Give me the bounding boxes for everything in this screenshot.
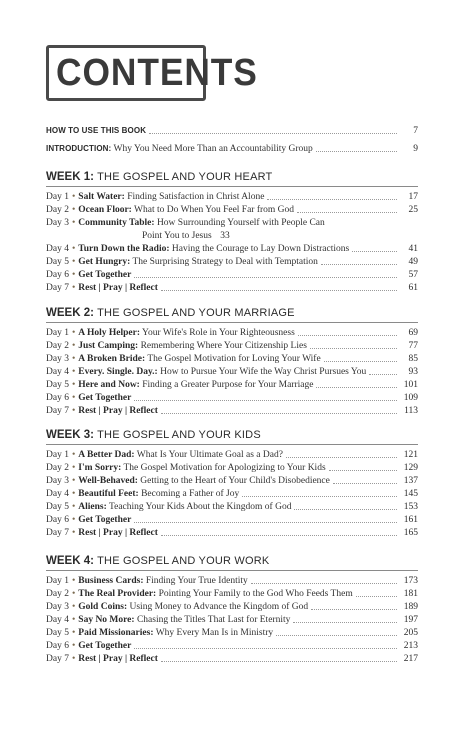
entry-subtitle: Using Money to Advance the Kingdom of God xyxy=(127,602,309,612)
bullet-icon: • xyxy=(71,393,76,403)
week-heading xyxy=(46,429,418,445)
toc-entry[interactable] xyxy=(46,243,418,255)
bullet-icon: • xyxy=(71,641,76,651)
entry-subtitle: Why Every Man Is in Ministry xyxy=(153,628,274,638)
entry-title: Just Camping: xyxy=(78,341,139,351)
bullet-icon: • xyxy=(71,489,76,499)
week-heading xyxy=(46,555,418,571)
bullet-icon: • xyxy=(71,367,76,377)
page-number: 137 xyxy=(403,476,418,486)
day-label: Day 7 xyxy=(46,283,69,293)
entry-title: Turn Down the Radio: xyxy=(78,244,170,254)
entry-label xyxy=(46,601,308,613)
entry-title: Beautiful Feet: xyxy=(78,489,139,499)
entry-label xyxy=(46,653,158,665)
entry-label xyxy=(46,475,330,487)
page-number: 153 xyxy=(403,502,418,512)
leader-dots xyxy=(298,335,397,336)
page-number: 69 xyxy=(408,328,418,338)
day-label: Day 4 xyxy=(46,244,69,254)
toc-entry[interactable] xyxy=(46,640,418,652)
entry-label xyxy=(46,588,353,600)
bullet-icon: • xyxy=(71,654,76,664)
page-number: 77 xyxy=(408,341,418,351)
entry-title: A Better Dad: xyxy=(78,450,135,460)
entry-title: Rest | Pray | Reflect xyxy=(78,283,158,293)
page-number: 113 xyxy=(404,406,418,416)
page-number: 57 xyxy=(408,270,418,280)
entry-title: Get Together xyxy=(78,515,132,525)
bullet-icon: • xyxy=(71,192,76,202)
bullet-icon: • xyxy=(71,354,76,364)
entry-title: Rest | Pray | Reflect xyxy=(78,406,158,416)
entry-label xyxy=(46,204,294,216)
leader-dots xyxy=(134,400,397,401)
toc-entry[interactable] xyxy=(46,514,418,526)
toc-entry[interactable] xyxy=(46,379,418,391)
day-label: Day 4 xyxy=(46,489,69,499)
day-label: Day 5 xyxy=(46,502,69,512)
leader-dots xyxy=(134,522,397,523)
leader-dots xyxy=(352,251,397,252)
page-number: 41 xyxy=(408,244,418,254)
entry-title: A Holy Helper: xyxy=(78,328,141,338)
leader-dots xyxy=(324,361,397,362)
page-number: 33 xyxy=(220,231,230,241)
bullet-icon: • xyxy=(71,244,76,254)
bullet-icon: • xyxy=(71,341,76,351)
toc-entry[interactable] xyxy=(46,601,418,613)
toc-entry[interactable] xyxy=(46,501,418,513)
leader-dots xyxy=(149,133,397,134)
day-label: Day 5 xyxy=(46,628,69,638)
bullet-icon: • xyxy=(71,218,76,228)
entry-subtitle: Teaching Your Kids About the Kingdom of God xyxy=(106,502,292,512)
leader-dots xyxy=(311,609,397,610)
entry-label xyxy=(46,282,158,294)
front-matter-entry[interactable] xyxy=(46,143,418,155)
front-matter-title: INTRODUCTION: xyxy=(46,144,112,153)
page-number: 189 xyxy=(403,602,418,612)
week-title: THE GOSPEL AND YOUR KIDS xyxy=(97,429,261,441)
page-number: 61 xyxy=(408,283,418,293)
entry-subtitle: What to Do When You Feel Far from God xyxy=(131,205,295,215)
page-number: 217 xyxy=(403,654,418,664)
bullet-icon: • xyxy=(71,283,76,293)
entry-title: Rest | Pray | Reflect xyxy=(78,654,158,664)
day-label: Day 1 xyxy=(46,328,69,338)
day-label: Day 6 xyxy=(46,515,69,525)
entry-label xyxy=(46,191,264,203)
entry-title: Salt Water: xyxy=(78,192,125,202)
page-number: 49 xyxy=(408,257,418,267)
entry-title: Get Together xyxy=(78,641,132,651)
leader-dots xyxy=(316,151,397,152)
bullet-icon: • xyxy=(71,476,76,486)
entry-title: Paid Missionaries: xyxy=(78,628,154,638)
bullet-icon: • xyxy=(71,576,76,586)
entry-title: Rest | Pray | Reflect xyxy=(78,528,158,538)
toc-entry[interactable] xyxy=(46,588,418,600)
leader-dots xyxy=(333,483,397,484)
leader-dots xyxy=(356,596,397,597)
entry-label xyxy=(46,501,291,513)
bullet-icon: • xyxy=(71,589,76,599)
page-number: 109 xyxy=(403,393,418,403)
page-number: 7 xyxy=(413,126,418,136)
entry-label xyxy=(46,640,131,652)
page-number: 145 xyxy=(403,489,418,499)
entry-label xyxy=(46,575,248,587)
week-number: WEEK 1: xyxy=(46,171,98,183)
day-label: Day 4 xyxy=(46,615,69,625)
entry-title: The Real Provider: xyxy=(78,589,157,599)
entry-title: Community Table: xyxy=(78,218,155,228)
day-label: Day 7 xyxy=(46,528,69,538)
front-matter-entry[interactable] xyxy=(46,125,418,137)
leader-dots xyxy=(329,470,397,471)
entry-label xyxy=(46,392,131,404)
toc-entry[interactable] xyxy=(46,282,418,294)
page-number: 181 xyxy=(403,589,418,599)
week-number: WEEK 4: xyxy=(46,555,98,567)
leader-dots xyxy=(242,496,397,497)
page-number: 129 xyxy=(403,463,418,473)
entry-subtitle: How to Pursue Your Wife the Way Christ Pursues You xyxy=(157,367,367,377)
page-number: 165 xyxy=(403,528,418,538)
day-label: Day 1 xyxy=(46,576,69,586)
toc-entry[interactable] xyxy=(46,627,418,639)
leader-dots xyxy=(286,457,397,458)
entry-label xyxy=(46,366,366,378)
week-heading xyxy=(46,171,418,187)
entry-label xyxy=(46,353,321,365)
entry-subtitle: Pointing Your Family to the God Who Feeds Them xyxy=(156,589,353,599)
entry-label xyxy=(46,449,283,461)
toc-entry[interactable] xyxy=(46,405,418,417)
entry-title: A Broken Bride: xyxy=(78,354,146,364)
bullet-icon: • xyxy=(71,450,76,460)
bullet-icon: • xyxy=(71,406,76,416)
toc-entry[interactable] xyxy=(46,191,418,203)
toc-entry[interactable] xyxy=(46,462,418,474)
entry-title: Well-Behaved: xyxy=(78,476,138,486)
entry-label xyxy=(46,527,158,539)
bullet-icon: • xyxy=(71,328,76,338)
entry-label xyxy=(46,462,326,474)
leader-dots xyxy=(316,387,397,388)
entry-title: Get Together xyxy=(78,270,132,280)
bullet-icon: • xyxy=(71,628,76,638)
day-label: Day 2 xyxy=(46,205,69,215)
bullet-icon: • xyxy=(71,515,76,525)
leader-dots xyxy=(134,648,397,649)
day-label: Day 1 xyxy=(46,192,69,202)
entry-label xyxy=(46,143,313,155)
bullet-icon: • xyxy=(71,205,76,215)
page-number: 85 xyxy=(408,354,418,364)
leader-dots xyxy=(321,264,397,265)
contents-title: CONTENTS xyxy=(56,52,258,94)
day-label: Day 4 xyxy=(46,367,69,377)
day-label: Day 2 xyxy=(46,463,69,473)
day-label: Day 3 xyxy=(46,476,69,486)
entry-subtitle: What Is Your Ultimate Goal as a Dad? xyxy=(134,450,283,460)
toc-entry[interactable] xyxy=(46,366,418,378)
day-label: Day 6 xyxy=(46,393,69,403)
week-number: WEEK 3: xyxy=(46,429,98,441)
entry-continuation xyxy=(46,230,418,242)
toc-entry[interactable] xyxy=(46,653,418,665)
bullet-icon: • xyxy=(71,463,76,473)
page-number: 25 xyxy=(408,205,418,215)
page-number: 205 xyxy=(403,628,418,638)
bullet-icon: • xyxy=(71,380,76,390)
toc-entry[interactable] xyxy=(46,614,418,626)
day-label: Day 7 xyxy=(46,654,69,664)
bullet-icon: • xyxy=(71,602,76,612)
entry-subtitle: Finding Satisfaction in Christ Alone xyxy=(124,192,265,202)
entry-label xyxy=(46,514,131,526)
entry-title: Gold Coins: xyxy=(78,602,128,612)
entry-label xyxy=(46,256,318,268)
bullet-icon: • xyxy=(71,270,76,280)
toc-entry[interactable] xyxy=(46,449,418,461)
leader-dots xyxy=(310,348,397,349)
toc-entry[interactable] xyxy=(46,327,418,339)
bullet-icon: • xyxy=(71,615,76,625)
day-label: Day 5 xyxy=(46,257,69,267)
day-label: Day 3 xyxy=(46,218,69,228)
week-title: THE GOSPEL AND YOUR MARRIAGE xyxy=(97,307,295,319)
page-number: 161 xyxy=(403,515,418,525)
entry-title: Say No More: xyxy=(78,615,135,625)
leader-dots xyxy=(276,635,397,636)
day-label: Day 6 xyxy=(46,641,69,651)
entry-label xyxy=(46,327,295,339)
page-number: 121 xyxy=(403,450,418,460)
entry-subtitle: Remembering Where Your Citizenship Lies xyxy=(138,341,307,351)
entry-subtitle: Becoming a Father of Joy xyxy=(138,489,240,499)
week-title: THE GOSPEL AND YOUR HEART xyxy=(97,171,273,183)
toc-entry[interactable] xyxy=(46,527,418,539)
leader-dots xyxy=(293,622,397,623)
entry-label xyxy=(46,217,325,229)
entry-label xyxy=(46,269,131,281)
entry-label xyxy=(46,405,158,417)
week-heading xyxy=(46,307,418,323)
day-label: Day 1 xyxy=(46,450,69,460)
entry-subtitle: Your Wife's Role in Your Righteousness xyxy=(140,328,295,338)
entry-label xyxy=(46,243,349,255)
leader-dots xyxy=(297,212,397,213)
page-number: 213 xyxy=(403,641,418,651)
entry-title: Here and Now: xyxy=(78,380,140,390)
day-label: Day 2 xyxy=(46,589,69,599)
entry-subtitle: How Surrounding Yourself with People Can xyxy=(154,218,325,228)
bullet-icon: • xyxy=(71,528,76,538)
day-label: Day 6 xyxy=(46,270,69,280)
leader-dots xyxy=(161,290,397,291)
entry-label xyxy=(46,614,290,626)
leader-dots xyxy=(161,661,397,662)
leader-dots xyxy=(251,583,397,584)
toc-entry[interactable] xyxy=(46,340,418,352)
day-label: Day 3 xyxy=(46,354,69,364)
front-matter-subtitle: Why You Need More Than an Accountability Group xyxy=(111,144,313,154)
toc-entry[interactable] xyxy=(46,488,418,500)
toc-entry[interactable] xyxy=(46,204,418,216)
entry-label xyxy=(46,488,239,500)
entry-title: Every. Single. Day.: xyxy=(78,367,158,377)
leader-dots xyxy=(294,509,397,510)
entry-label xyxy=(46,340,307,352)
bullet-icon: • xyxy=(71,257,76,267)
entry-subtitle: Chasing the Titles That Last for Eternity xyxy=(134,615,291,625)
entry-label xyxy=(46,125,146,137)
toc-entry[interactable] xyxy=(46,392,418,404)
page-number: 17 xyxy=(408,192,418,202)
week-title: THE GOSPEL AND YOUR WORK xyxy=(97,555,270,567)
entry-title: Aliens: xyxy=(78,502,107,512)
leader-dots xyxy=(161,535,397,536)
entry-subtitle: Point You to Jesus xyxy=(142,231,212,241)
entry-subtitle: Finding a Greater Purpose for Your Marriage xyxy=(139,380,314,390)
week-number: WEEK 2: xyxy=(46,307,98,319)
toc-entry[interactable] xyxy=(46,475,418,487)
leader-dots xyxy=(161,413,397,414)
front-matter-title: HOW TO USE THIS BOOK xyxy=(46,126,147,135)
entry-subtitle: Having the Courage to Lay Down Distractions xyxy=(169,244,350,254)
entry-title: Business Cards: xyxy=(78,576,144,586)
page-number: 197 xyxy=(403,615,418,625)
entry-label xyxy=(46,627,273,639)
page-number: 9 xyxy=(413,144,418,154)
day-label: Day 5 xyxy=(46,380,69,390)
toc-entry[interactable] xyxy=(46,269,418,281)
leader-dots xyxy=(134,277,397,278)
page-number: 101 xyxy=(403,380,418,390)
toc-entry[interactable] xyxy=(46,256,418,268)
entry-subtitle: The Surprising Strategy to Deal with Temptation xyxy=(130,257,318,267)
entry-subtitle: The Gospel Motivation for Apologizing to Your Kids xyxy=(121,463,326,473)
day-label: Day 2 xyxy=(46,341,69,351)
bullet-icon: • xyxy=(71,502,76,512)
entry-subtitle: Finding Your True Identity xyxy=(143,576,248,586)
day-label: Day 3 xyxy=(46,602,69,612)
toc-entry[interactable] xyxy=(46,353,418,365)
entry-title: Get Together xyxy=(78,393,132,403)
entry-title: Ocean Floor: xyxy=(78,205,132,215)
entry-subtitle: The Gospel Motivation for Loving Your Wife xyxy=(145,354,321,364)
entry-label xyxy=(46,379,313,391)
entry-title: Get Hungry: xyxy=(78,257,131,267)
leader-dots xyxy=(267,199,397,200)
entry-title: I'm Sorry: xyxy=(78,463,122,473)
toc-entry[interactable] xyxy=(46,575,418,587)
toc-entry[interactable] xyxy=(46,217,418,229)
page-number: 173 xyxy=(403,576,418,586)
page-number: 93 xyxy=(408,367,418,377)
leader-dots xyxy=(369,374,397,375)
day-label: Day 7 xyxy=(46,406,69,416)
entry-subtitle: Getting to the Heart of Your Child's Disobedience xyxy=(137,476,330,486)
